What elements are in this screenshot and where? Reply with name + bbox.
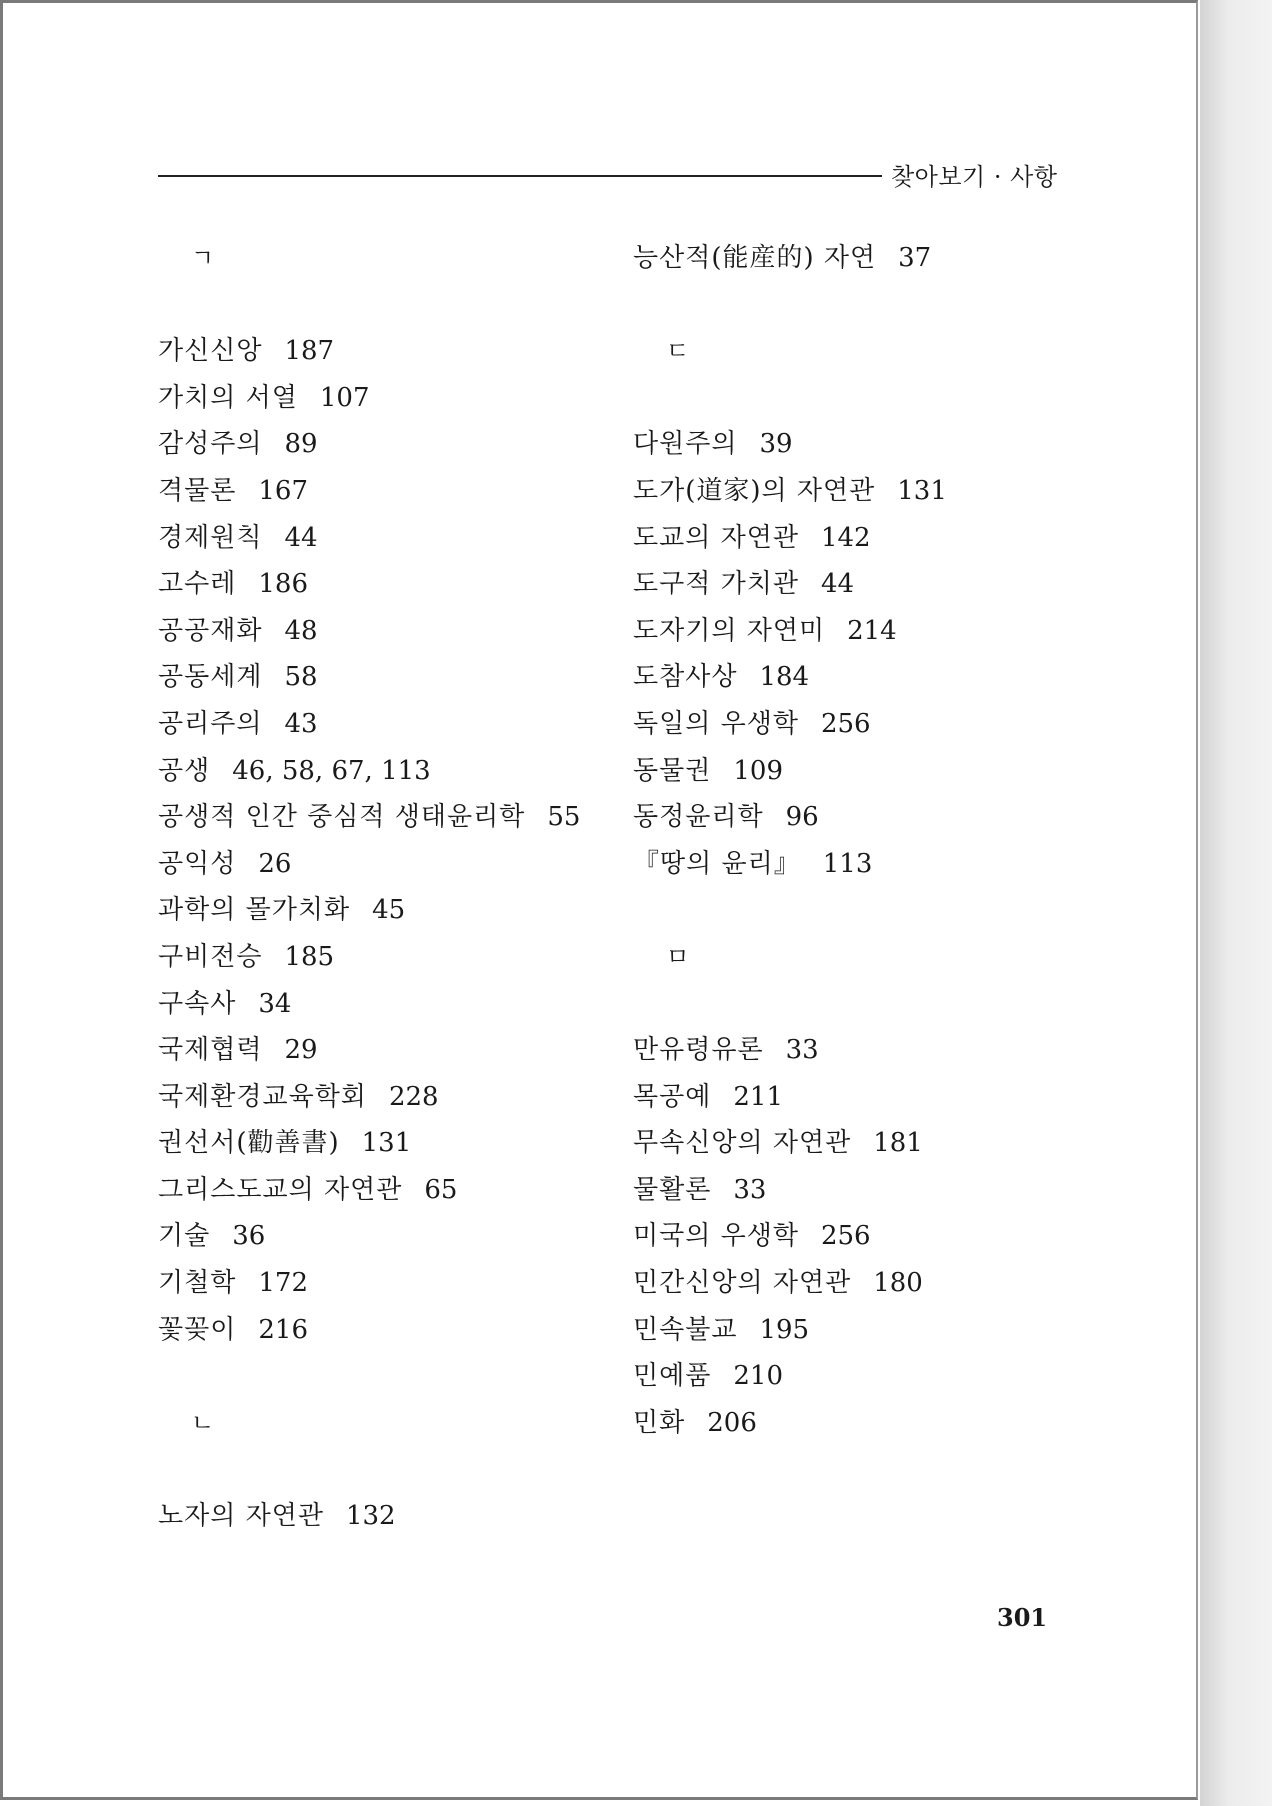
index-page-refs: 142 (820, 522, 871, 553)
index-entry (633, 1213, 1073, 1260)
index-page-refs: 107 (319, 382, 370, 413)
section-gap (633, 981, 1073, 1028)
index-page-refs: 184 (759, 662, 810, 693)
index-page-refs: 58 (284, 662, 318, 693)
index-term: 도가(道家)의 자연관 (633, 475, 876, 506)
index-entry (158, 701, 598, 748)
index-entry (633, 1353, 1073, 1400)
index-page-refs: 172 (258, 1268, 308, 1299)
index-term: 다원주의 (633, 429, 738, 460)
index-page-refs: 65 (424, 1174, 458, 1205)
index-page-refs: 132 (345, 1501, 396, 1532)
section-letter-heading: ㄱ (191, 244, 215, 272)
index-entry (633, 654, 1073, 701)
section-gap (633, 887, 1073, 934)
index-page-refs: 55 (547, 802, 581, 833)
index-term: 꽃꽂이 (158, 1314, 237, 1345)
index-entry (633, 468, 1073, 515)
index-term: 노자의 자연관 (158, 1501, 324, 1532)
index-entry (633, 1260, 1073, 1307)
index-page-refs: 185 (284, 941, 335, 972)
index-term: 가치의 서열 (158, 382, 298, 413)
index-entry (158, 1167, 598, 1214)
index-term: 격물론 (158, 475, 237, 506)
index-entry (633, 1307, 1073, 1354)
index-column-left (158, 235, 598, 1540)
index-page-refs: 210 (733, 1361, 783, 1392)
index-page-refs: 96 (785, 802, 819, 833)
index-term: 동물권 (633, 755, 712, 786)
index-term: 감성주의 (158, 429, 263, 460)
index-page-refs: 48 (284, 615, 318, 646)
index-entry (633, 794, 1073, 841)
index-entry (633, 1400, 1073, 1447)
index-entry (158, 794, 598, 841)
index-entry (158, 981, 598, 1028)
index-page-refs: 187 (284, 336, 335, 367)
index-entry (158, 934, 598, 981)
index-entry (633, 1120, 1073, 1167)
index-page-refs: 39 (759, 429, 793, 460)
index-page-refs: 43 (284, 708, 318, 739)
page-edge-shadow (1200, 0, 1272, 1806)
index-term: 고수레 (158, 569, 237, 600)
index-term: 미국의 우생학 (633, 1221, 799, 1252)
running-header: 찾아보기 · 사항 (891, 163, 1058, 191)
index-page-refs: 26 (258, 848, 292, 879)
index-page-refs: 256 (820, 1221, 871, 1252)
section-gap (158, 1446, 598, 1493)
index-entry (158, 561, 598, 608)
index-page-refs: 186 (258, 569, 308, 600)
index-entry (633, 235, 1073, 282)
index-term: 기철학 (158, 1268, 237, 1299)
index-page-refs: 37 (898, 243, 932, 273)
index-page-refs: 33 (785, 1035, 819, 1066)
section-gap (158, 1353, 598, 1400)
index-term: 민예품 (633, 1361, 712, 1392)
index-term: 공생적 인간 중심적 생태윤리학 (158, 802, 526, 833)
index-entry (633, 1074, 1073, 1121)
index-page-refs: 44 (284, 522, 318, 553)
index-entry (633, 561, 1073, 608)
index-entry (158, 608, 598, 655)
index-term: 구속사 (158, 988, 237, 1019)
index-page-refs: 33 (733, 1174, 767, 1205)
index-entry (158, 1307, 598, 1354)
index-page-refs: 109 (733, 755, 783, 786)
index-term: 공생 (158, 755, 211, 786)
index-term: 경제원칙 (158, 522, 263, 553)
section-gap (633, 282, 1073, 329)
index-entry (158, 1074, 598, 1121)
index-entry (158, 1027, 598, 1074)
index-term: 도구적 가치관 (633, 569, 799, 600)
index-entry (633, 841, 1073, 888)
index-entry (158, 887, 598, 934)
index-term: 국제협력 (158, 1035, 263, 1066)
page-number: 301 (997, 1603, 1048, 1632)
index-entry (158, 841, 598, 888)
index-term: 공동세계 (158, 662, 263, 693)
index-entry (633, 748, 1073, 795)
index-term: 공공재화 (158, 615, 263, 646)
index-entry (633, 701, 1073, 748)
index-entry (158, 421, 598, 468)
index-page-refs: 206 (707, 1407, 757, 1438)
index-term: 도자기의 자연미 (633, 615, 826, 646)
index-page-refs: 180 (873, 1268, 923, 1299)
index-entry (158, 654, 598, 701)
index-entry (158, 748, 598, 795)
section-gap (633, 375, 1073, 422)
index-page-refs: 167 (258, 475, 308, 506)
index-entry (158, 328, 598, 375)
index-page-refs: 256 (820, 708, 871, 739)
index-term: 기술 (158, 1221, 211, 1252)
index-page-refs: 34 (258, 988, 292, 1019)
index-term: 독일의 우생학 (633, 708, 799, 739)
index-page-refs: 214 (847, 615, 897, 646)
section-letter-heading: ㄷ (666, 337, 690, 366)
index-entry (158, 1493, 598, 1540)
index-entry (633, 608, 1073, 655)
section-letter-heading: ㄴ (191, 1408, 215, 1437)
index-entry (633, 421, 1073, 468)
index-entry (158, 1120, 598, 1167)
index-term: 가신신앙 (158, 336, 263, 367)
index-entry (633, 1167, 1073, 1214)
index-entry (158, 1260, 598, 1307)
index-entry (633, 1027, 1073, 1074)
index-page-refs: 89 (284, 429, 318, 460)
index-term: 도참사상 (633, 662, 738, 693)
index-entry (158, 468, 598, 515)
index-entry (633, 515, 1073, 562)
index-page-refs: 29 (284, 1035, 318, 1066)
header-rule (158, 175, 882, 177)
index-term: 그리스도교의 자연관 (158, 1174, 403, 1205)
section-letter-heading: ㅁ (666, 942, 690, 971)
index-entry (158, 1213, 598, 1260)
index-page-refs: 46, 58, 67, 113 (232, 755, 431, 786)
index-term: 구비전승 (158, 941, 263, 972)
index-term: 공익성 (158, 848, 237, 879)
index-page-refs: 195 (759, 1314, 810, 1345)
index-term: 국제환경교육학회 (158, 1081, 367, 1112)
index-entry (158, 375, 598, 422)
index-entry (158, 515, 598, 562)
index-term: 도교의 자연관 (633, 522, 799, 553)
index-term: 민속불교 (633, 1314, 738, 1345)
index-term: 능산적(能産的) 자연 (633, 243, 877, 273)
index-page-refs: 181 (873, 1128, 923, 1159)
index-term: 목공예 (633, 1081, 712, 1112)
index-page-refs: 36 (232, 1221, 266, 1252)
index-page-refs: 131 (897, 475, 947, 506)
index-term: 공리주의 (158, 708, 263, 739)
index-term: 민화 (633, 1407, 686, 1438)
section-gap (158, 282, 598, 329)
index-page-refs: 131 (361, 1128, 412, 1159)
index-term: 과학의 몰가치화 (158, 895, 351, 926)
index-page-refs: 216 (258, 1314, 308, 1345)
index-term: 『땅의 윤리』 (633, 848, 801, 879)
index-term: 민간신앙의 자연관 (633, 1268, 852, 1299)
index-term: 동정윤리학 (633, 802, 764, 833)
index-term: 권선서(勸善書) (158, 1128, 340, 1159)
index-term: 만유령유론 (633, 1035, 764, 1066)
index-term: 물활론 (633, 1174, 712, 1205)
index-term: 무속신앙의 자연관 (633, 1128, 852, 1159)
index-page-refs: 44 (820, 569, 855, 600)
index-page-refs: 113 (822, 848, 873, 879)
index-column-right (633, 235, 1073, 1446)
index-page-refs: 228 (388, 1081, 439, 1112)
index-page-refs: 45 (372, 895, 406, 926)
index-page-refs: 211 (733, 1081, 783, 1112)
